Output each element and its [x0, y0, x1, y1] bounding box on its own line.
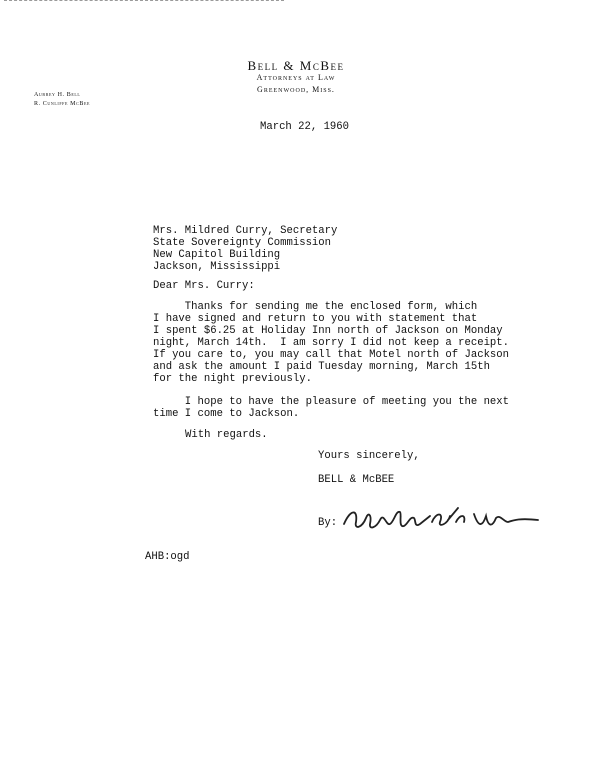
letter-date: March 22, 1960: [260, 121, 350, 133]
top-dashed-border: [4, 0, 284, 3]
address-line: Mrs. Mildred Curry, Secretary: [153, 225, 338, 237]
address-line: New Capitol Building: [153, 249, 281, 261]
by-label: By:: [318, 517, 338, 529]
complimentary-close: Yours sincerely,: [318, 450, 420, 462]
letterhead-location: Greenwood, Miss.: [257, 85, 335, 94]
paragraph-line: I hope to have the pleasure of meeting you the next: [153, 396, 510, 408]
address-line: Jackson, Mississippi: [153, 261, 281, 273]
regards-line: With regards.: [185, 429, 268, 441]
firm-signature-line: BELL & McBEE: [318, 474, 395, 486]
body-paragraph-1: [153, 301, 509, 385]
body-paragraph-2: [153, 396, 509, 420]
paragraph-line: I have signed and return to you with statement that: [153, 313, 478, 325]
salutation: Dear Mrs. Curry:: [153, 280, 255, 292]
paragraph-line: Thanks for sending me the enclosed form, which: [153, 301, 478, 313]
paragraph-line: If you care to, you may call that Motel north of Jackson: [153, 349, 510, 361]
paragraph-line: time I come to Jackson.: [153, 408, 300, 420]
letterhead-partners: [34, 91, 90, 109]
letterhead-firm-name: Bell & McBee: [247, 58, 345, 73]
partner-name: R. Cunliffe McBee: [34, 101, 91, 107]
letterhead-subtitle: Attorneys at Law: [256, 73, 336, 82]
partner-name: Aubrey H. Bell: [34, 92, 81, 98]
paragraph-line: I spent $6.25 at Holiday Inn north of Jackson on Monday: [153, 325, 503, 337]
paragraph-line: for the night previously.: [153, 373, 312, 385]
paragraph-line: night, March 14th. I am sorry I did not keep a receipt.: [153, 337, 510, 349]
recipient-address: [153, 225, 337, 273]
typist-initials: AHB:ogd: [145, 551, 190, 563]
address-line: State Sovereignty Commission: [153, 237, 332, 249]
paragraph-line: and ask the amount I paid Tuesday morning, March 15th: [153, 361, 490, 373]
handwritten-signature: [340, 500, 550, 540]
